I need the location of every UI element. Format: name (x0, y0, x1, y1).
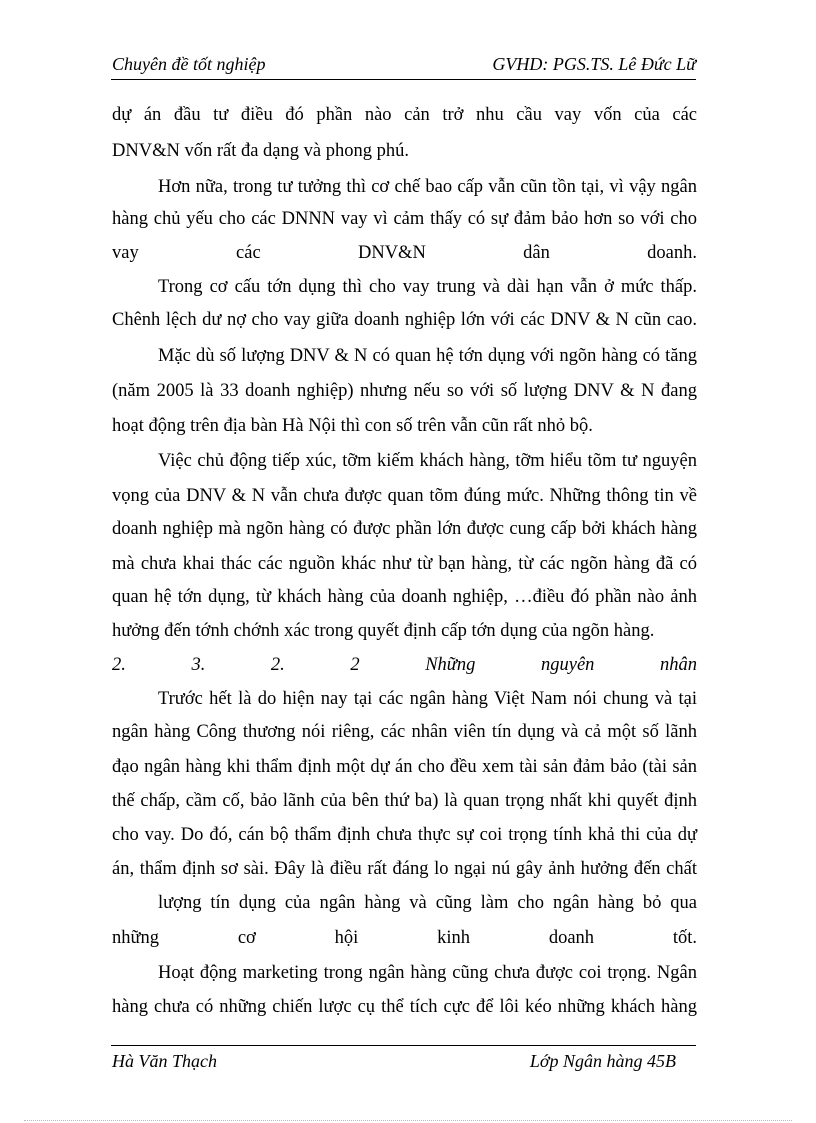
body-line: (năm 2005 là 33 doanh nghiệp) nhưng nếu so với số lượng DNV & N đang (112, 381, 697, 401)
body-line: Việc chủ động tiếp xúc, tỡm kiếm khách hàng, tỡm hiểu tõm tư nguyện (158, 451, 697, 471)
body-line: Mặc dù số lượng DNV & N có quan hệ tớn dụng với ngõn hàng có tăng (158, 346, 697, 366)
header-right-advisor: GVHD: PGS.TS. Lê Đức Lữ (492, 54, 696, 74)
body-line: DNV&N vốn rất đa dạng và phong phú. (112, 141, 409, 161)
section-heading: 2. 3. 2. 2 Những nguyên nhân (112, 655, 697, 675)
body-line: án, thẩm định sơ sài. Đây là điều rất đáng lo ngại nú gây ảnh hưởng đến chất (112, 859, 697, 879)
body-line: doanh nghiệp mà ngõn hàng có được phần lớn được cung cấp bởi khách hàng (112, 519, 697, 539)
body-line: cho vay. Do đó, cán bộ thẩm định chưa thực sự coi trọng tính khả thi của dự (112, 825, 697, 845)
body-line: mà chưa khai thác các nguồn khác như từ bạn hàng, từ các ngõn hàng đã có (112, 554, 697, 574)
body-line: đạo ngân hàng khi thẩm định một dự án cho đều xem tài sản đảm bảo (tài sản (112, 757, 697, 777)
body-line: Trước hết là do hiện nay tại các ngân hàng Việt Nam nói chung và tại (158, 689, 697, 709)
footer-rule (111, 1045, 696, 1046)
header-left-title: Chuyên đề tốt nghiệp (112, 54, 266, 74)
body-line: vọng của DNV & N vẫn chưa được quan tõm đúng mức. Những thông tin về (112, 486, 697, 506)
body-line: hưởng đến tớnh chớnh xác trong quyết định cấp tớn dụng của ngõn hàng. (112, 621, 655, 641)
header-rule (111, 79, 696, 80)
body-line: hoạt động trên địa bàn Hà Nội thì con số trên vẫn cũn rất nhỏ bộ. (112, 416, 593, 436)
body-line: quan hệ tớn dụng, từ khách hàng của doanh nghiệp, …điều đó phần nào ảnh (112, 587, 697, 607)
body-line: ngân hàng Công thương nói riêng, các nhân viên tín dụng và cả một số lãnh (112, 722, 697, 742)
body-line: dự án đầu tư điều đó phần nào cản trở nhu cầu vay vốn của các (112, 105, 697, 125)
page-bottom-dotted-rule (24, 1120, 792, 1121)
body-line: Hơn nữa, trong tư tưởng thì cơ chế bao cấp vẫn cũn tồn tại, vì vậy ngân (158, 177, 697, 197)
body-line: hàng chủ yếu cho các DNNN vay vì cảm thấy có sự đảm bảo hơn so với cho (112, 209, 697, 229)
footer-class: Lớp Ngân hàng 45B (529, 1051, 676, 1071)
body-line: hàng chưa có những chiến lược cụ thể tích cực để lôi kéo những khách hàng (112, 997, 697, 1017)
footer-author: Hà Văn Thạch (112, 1051, 217, 1071)
body-line: những cơ hội kinh doanh tốt. (112, 928, 697, 948)
body-line: Hoạt động marketing trong ngân hàng cũng chưa được coi trọng. Ngân (158, 963, 697, 983)
body-line: vay các DNV&N dân doanh. (112, 243, 697, 263)
body-line: thế chấp, cầm cố, bảo lãnh của bên thứ ba) là quan trọng nhất khi quyết định (112, 791, 697, 811)
body-line: Chênh lệch dư nợ cho vay giữa doanh nghiệp lớn với các DNV & N cũn cao. (112, 310, 697, 330)
body-line: lượng tín dụng của ngân hàng và cũng làm cho ngân hàng bỏ qua (158, 893, 697, 913)
body-line: Trong cơ cấu tớn dụng thì cho vay trung và dài hạn vẫn ở mức thấp. (158, 277, 697, 297)
